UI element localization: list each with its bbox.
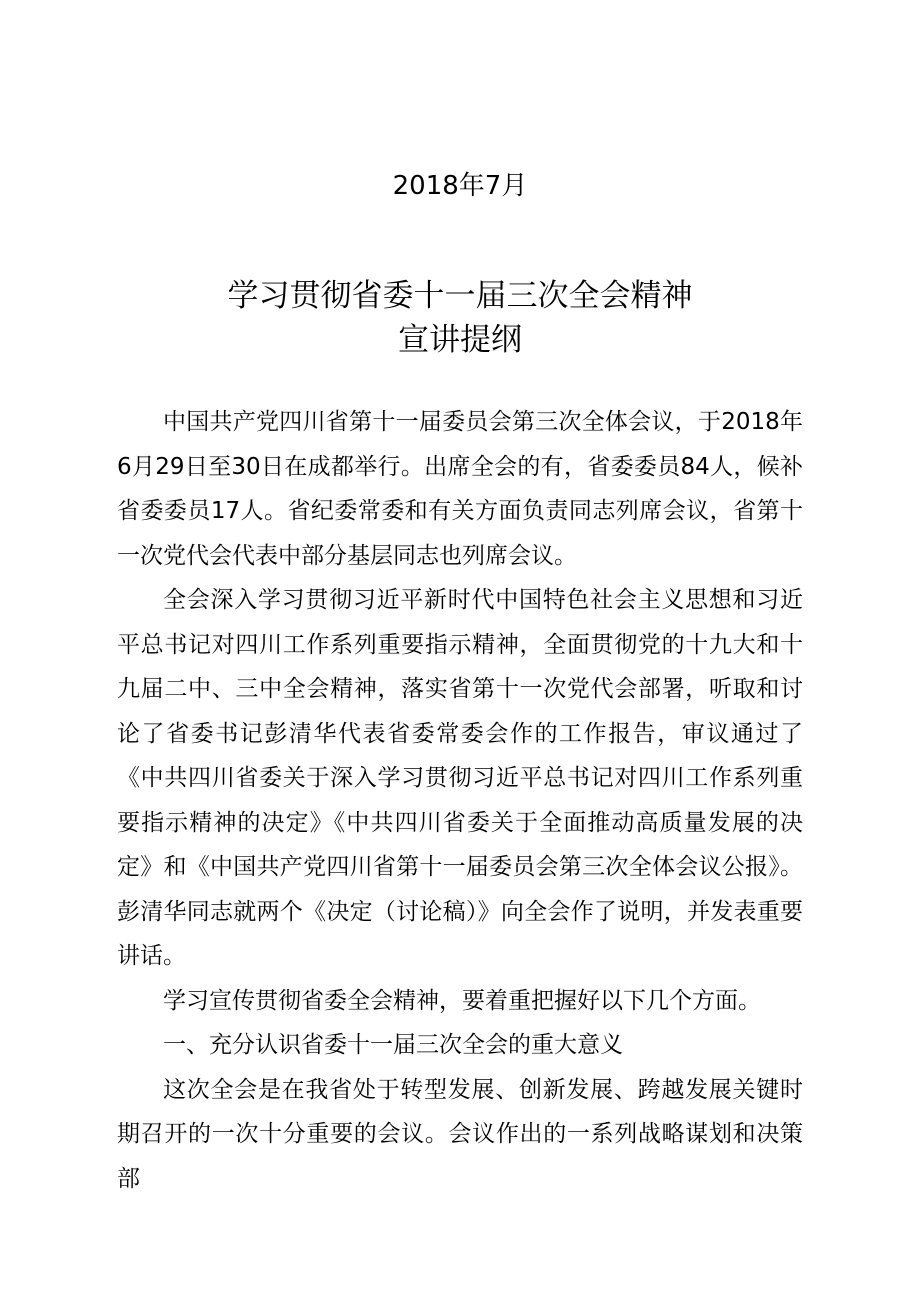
paragraph-meeting-content: 全会深入学习贯彻习近平新时代中国特色社会主义思想和习近平总书记对四川工作系列重要指示精神，全面贯彻党的十九大和十九届二中、三中全会精神，落实省第十一次党代会部署，听取和讨论了省委书记彭清华代表省委常委会作的工作报告，审议通过了《中共四川省委关于深入学习贯彻习近平总书记对四川工作系列重要指示精神的决定》《中共四川省委关于全面推动高质量发展的决定》和《中国共产党四川省第十一届委员会第三次全体会议公报》。彭清华同志就两个《决定（讨论稿）》向全会作了说明，并发表重要讲话。 xyxy=(117,587,803,969)
document-title xyxy=(0,274,920,362)
paragraph-meeting-info: 中国共产党四川省第十一届委员会第三次全体会议，于2018年6月29日至30日在成都举行。出席全会的有，省委委员84人，候补省委委员17人。省纪委常委和有关方面负责同志列席会议，省第十一次党代会代表中部分基层同志也列席会议。 xyxy=(117,409,803,569)
document-body xyxy=(117,400,803,1201)
paragraph-study-focus: 学习宣传贯彻省委全会精神，要着重把握好以下几个方面。 xyxy=(163,987,761,1014)
section-heading-1: 一、充分认识省委十一届三次全会的重大意义 xyxy=(163,1032,623,1058)
title-line-1: 学习贯彻省委十一届三次全会精神 xyxy=(227,278,693,314)
document-date: 2018年7月 xyxy=(392,171,528,201)
paragraph-significance: 这次全会是在我省处于转型发展、创新发展、跨越发展关键时期召开的一次十分重要的会议。会议作出的一系列战略谋划和决策部 xyxy=(117,1076,803,1192)
title-line-2: 宣讲提纲 xyxy=(398,322,522,358)
